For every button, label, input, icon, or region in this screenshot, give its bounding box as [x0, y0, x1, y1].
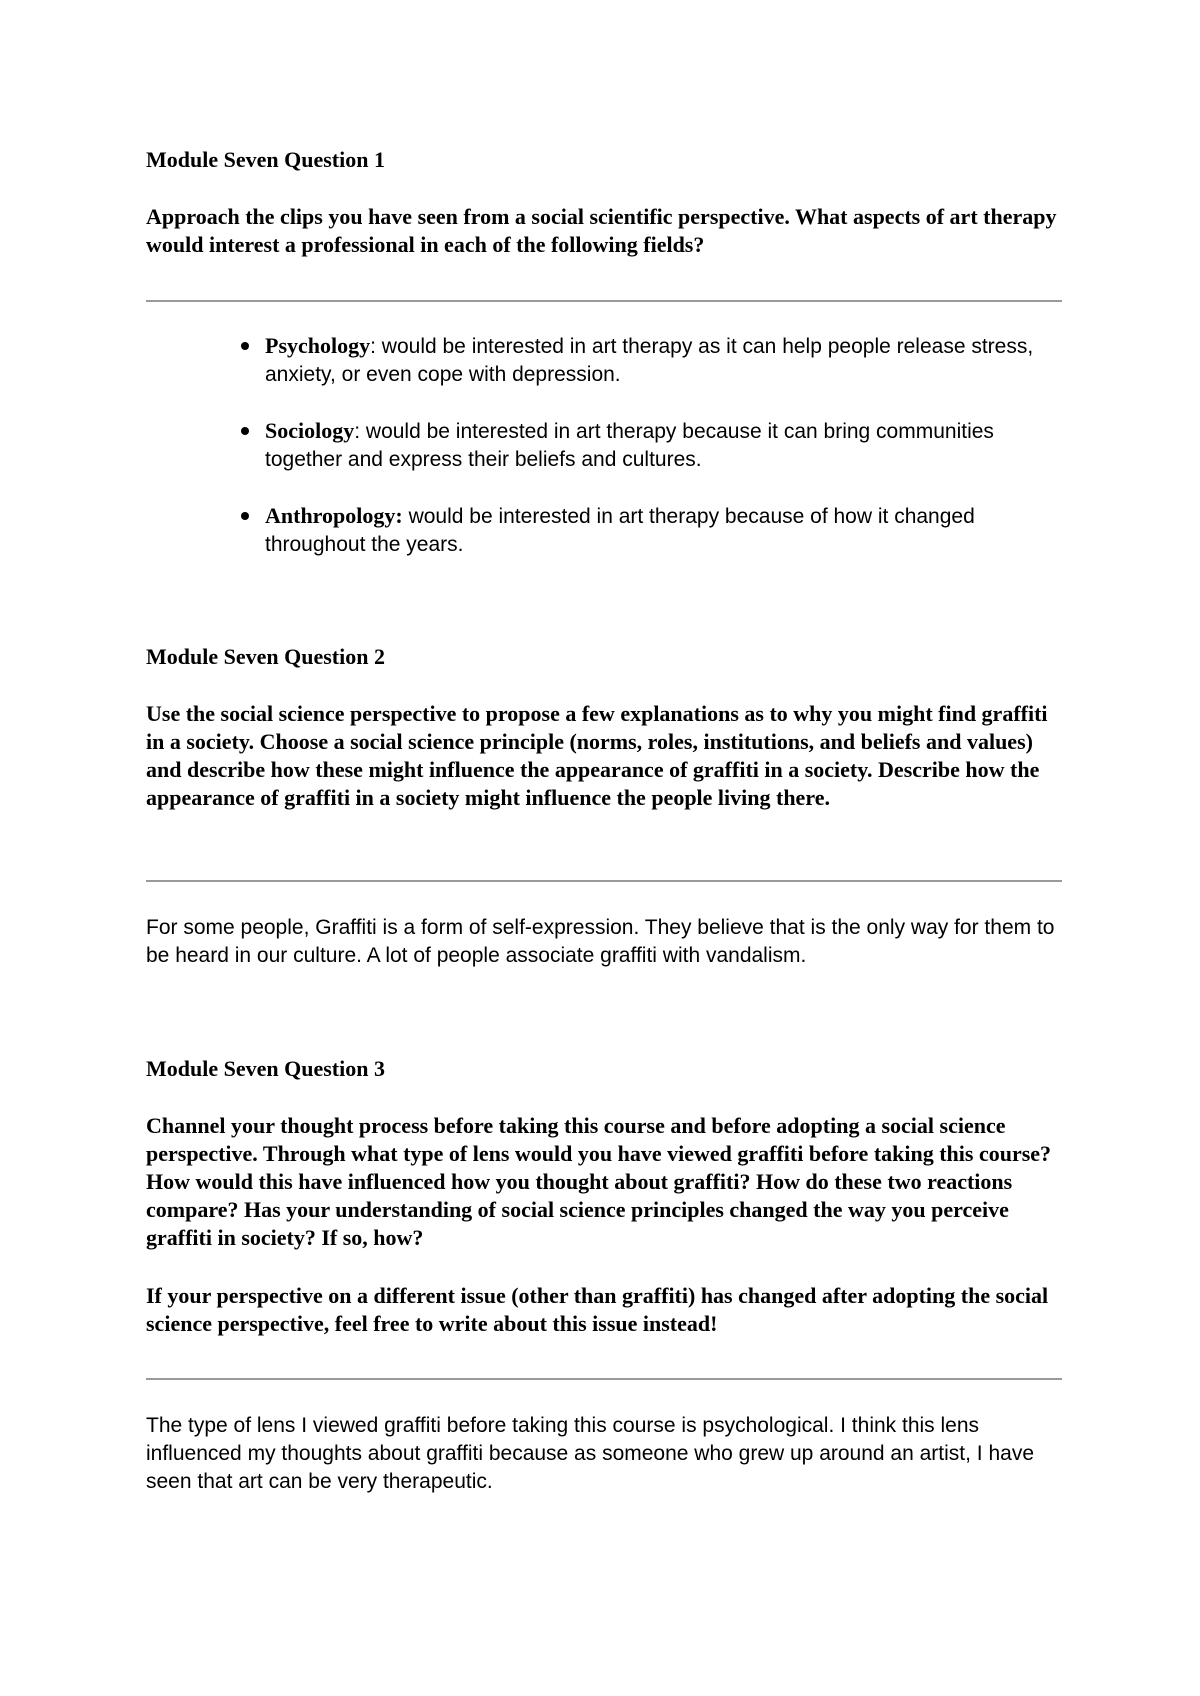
field-text: would be interested in art therapy as it can help people release stress, anxiety, or even cope with depression.: [265, 335, 1034, 386]
bullet-icon: [241, 512, 249, 520]
list-item: [265, 332, 1065, 389]
q1-heading: Module Seven Question 1: [146, 147, 385, 172]
q3-answer: The type of lens I viewed graffiti before taking this course is psychological. I think this lens influenced my thoughts about graffiti because as someone who grew up around an artist, I have seen that art can be very therapeutic.: [146, 1414, 1034, 1493]
q1-prompt: Approach the clips you have seen from a social scientific perspective. What aspects of art therapy would interest a professional in each of the following fields?: [146, 204, 1057, 257]
q3-divider: [146, 1378, 1062, 1380]
field-term: Anthropology:: [265, 503, 403, 528]
q3-prompt: Channel your thought process before taking this course and before adopting a social science perspective. Through what type of lens would you have viewed graffiti before taking this course? How would this have influenced how you thought about graffiti? How do these two reactions compare? Has your understanding of social science principles changed the way you perceive graffiti in society? If so, how?: [146, 1113, 1052, 1250]
q3-heading: Module Seven Question 3: [146, 1056, 385, 1081]
field-text: would be interested in art therapy because of how it changed throughout the years.: [265, 505, 975, 556]
term-separator: :: [370, 335, 376, 358]
q1-answer-list: [265, 332, 1065, 587]
q2-heading: Module Seven Question 2: [146, 644, 385, 669]
list-item: [265, 502, 1065, 559]
bullet-icon: [241, 342, 249, 350]
field-text: would be interested in art therapy because it can bring communities together and express their beliefs and cultures.: [265, 420, 994, 471]
term-separator: :: [354, 420, 361, 443]
q2-prompt: Use the social science perspective to propose a few explanations as to why you might find graffiti in a society. Choose a social science principle (norms, roles, institutions, and beliefs and values) and describe how these might influence the appearance of graffiti in a society. Describe how the appearance of graffiti in a society might influence the people living there.: [146, 701, 1048, 810]
field-term: Psychology: [265, 333, 371, 358]
field-term: Sociology: [265, 418, 355, 443]
bullet-icon: [241, 427, 249, 435]
q2-answer: For some people, Graffiti is a form of self-expression. They believe that is the only way for them to be heard in our culture. A lot of people associate graffiti with vandalism.: [146, 916, 1055, 967]
list-item: [265, 417, 1065, 474]
q1-divider: [146, 300, 1062, 302]
q3-prompt-alt: If your perspective on a different issue (other than graffiti) has changed after adopting the social science perspective, feel free to write about this issue instead!: [146, 1283, 1049, 1336]
q2-divider: [146, 880, 1062, 882]
